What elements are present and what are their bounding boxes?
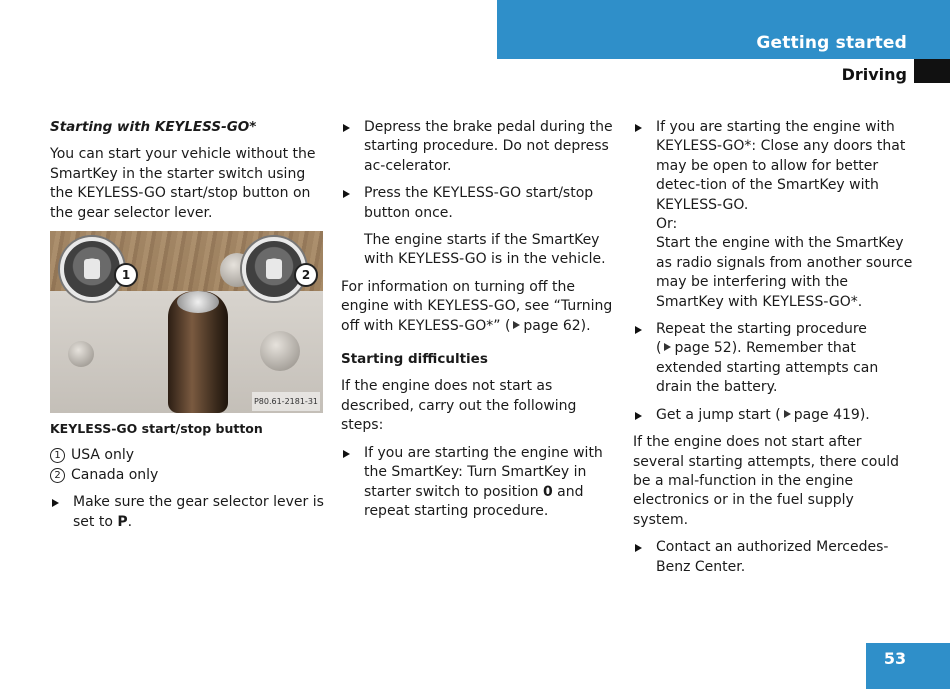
page-number-box [866, 643, 950, 689]
page-ref-link[interactable]: page 62 [523, 317, 581, 334]
callout-1: 1 [114, 263, 138, 287]
bullet-press-button: Press the KEYLESS-GO start/stop button once. [341, 184, 621, 223]
bullet-contact: Contact an authorized Mercedes-Benz Center. [633, 538, 913, 577]
bullet-jump-start: Get a jump start ( page 419). [633, 406, 913, 425]
info-paragraph: For information on turning off the engine with KEYLESS-GO, see “Turning off with KEYLESS-GO*” ( page 62). [341, 278, 613, 334]
legend-number: 1 [50, 448, 65, 463]
starting-difficulties-heading: Starting difficulties [341, 351, 488, 368]
console-knob [68, 341, 94, 367]
page-ref-arrow-icon [784, 410, 791, 418]
legend-item [50, 466, 325, 485]
legend-label: Canada only [71, 466, 159, 483]
bullet-keyless-doors: If you are starting the engine with KEYLESS-GO*: Close any doors that may be open to allow for better detec-tion of the SmartKey with KEYLESS-GO. Or: Start the engine with the SmartKey as radio signals from another source may be interfering with the SmartKey with KEYLESS-GO*. [633, 118, 913, 312]
bullet-gear-p: Make sure the gear selector lever is set to P. [50, 493, 325, 532]
page-ref-link[interactable]: page 52 [674, 340, 732, 357]
subsection-marker [914, 59, 950, 83]
page-number: 53 [883, 649, 907, 668]
bullet-brake: Depress the brake pedal during the starting procedure. Do not depress ac-celerator. [341, 118, 621, 176]
page-ref-arrow-icon [513, 321, 520, 329]
photo-code: P80.61-2181-31 [252, 392, 320, 411]
photo-caption: KEYLESS-GO start/stop button [50, 421, 263, 437]
legend-item [50, 446, 325, 465]
page-ref-link[interactable]: page 419 [793, 406, 860, 423]
page-ref-arrow-icon [664, 343, 671, 351]
console-knob [260, 331, 300, 371]
column-3 [633, 118, 913, 585]
gear-selector-photo [50, 231, 323, 413]
section-title: Getting started [756, 33, 907, 53]
keyless-go-heading: Starting with KEYLESS-GO* [50, 119, 257, 135]
malfunction-paragraph: If the engine does not start after several starting attempts, there could be a mal-function in the engine electronics or in the fuel supply system. [633, 434, 899, 528]
engine-start-note: The engine starts if the SmartKey with KEYLESS-GO is in the vehicle. [364, 232, 606, 268]
intro-paragraph: You can start your vehicle without the SmartKey in the starter switch using the KEYLESS-GO start/stop button on the gear selector lever. [50, 146, 316, 221]
column-2 [341, 118, 621, 529]
legend-number: 2 [50, 468, 65, 483]
start-stop-button [177, 291, 219, 313]
bullet-repeat: Repeat the starting procedure ( page 52). Remember that extended starting attempts can drain the battery. [633, 320, 913, 398]
legend-label: USA only [71, 447, 135, 464]
subsection-title: Driving [841, 65, 907, 84]
difficulty-intro: If the engine does not start as described, carry out the following steps: [341, 378, 577, 434]
callout-2: 2 [294, 263, 318, 287]
bullet-smartkey: If you are starting the engine with the SmartKey: Turn SmartKey in starter switch to position 0 and repeat starting procedure. [341, 444, 621, 522]
column-1 [50, 118, 325, 540]
